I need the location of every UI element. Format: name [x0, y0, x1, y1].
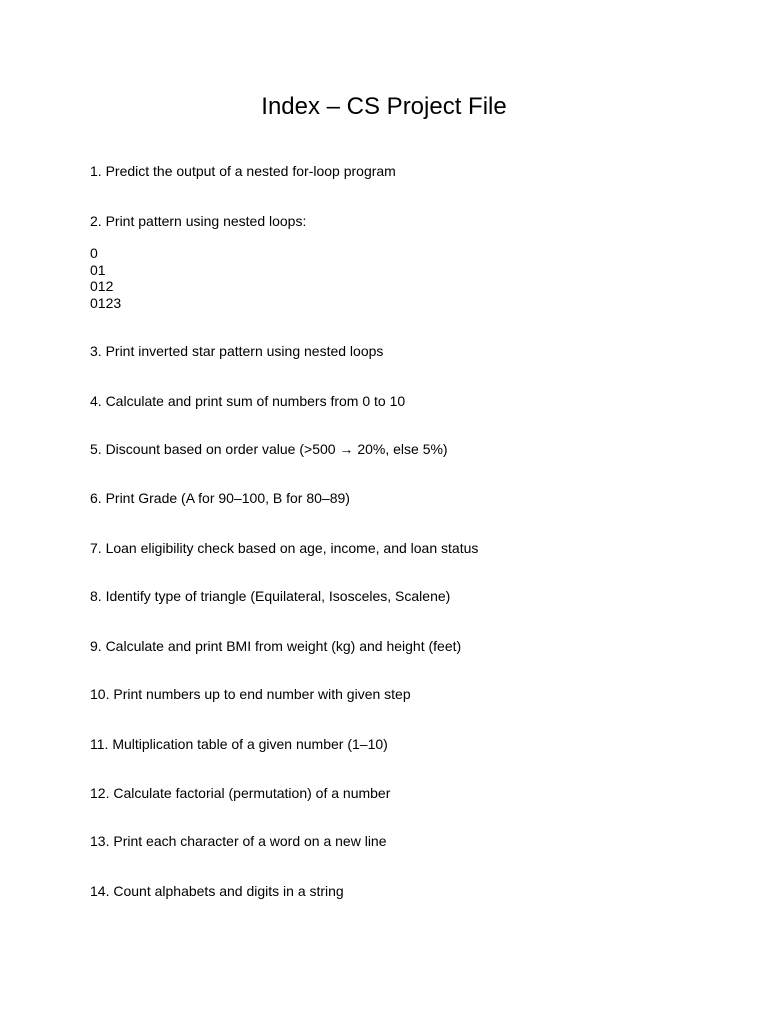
pattern-line: 01 — [90, 262, 106, 278]
list-item: 12. Calculate factorial (permutation) of a number — [90, 785, 391, 801]
list-item: 11. Multiplication table of a given number (1–10) — [90, 736, 388, 752]
list-item: 14. Count alphabets and digits in a string — [90, 883, 344, 899]
pattern-line: 0123 — [90, 295, 122, 311]
list-item: 4. Calculate and print sum of numbers from 0 to 10 — [90, 393, 406, 409]
list-item: 13. Print each character of a word on a new line — [90, 833, 387, 849]
list-item: 7. Loan eligibility check based on age, income, and loan status — [90, 540, 479, 556]
list-item: 9. Calculate and print BMI from weight (kg) and height (feet) — [90, 638, 462, 654]
list-item: 1. Predict the output of a nested for-loop program — [90, 163, 396, 179]
list-item: 10. Print numbers up to end number with given step — [90, 686, 411, 702]
list-item: 3. Print inverted star pattern using nested loops — [90, 343, 384, 359]
pattern-line: 012 — [90, 278, 114, 294]
list-item: 8. Identify type of triangle (Equilateral, Isosceles, Scalene) — [90, 588, 451, 604]
page-title: Index – CS Project File — [261, 93, 507, 120]
list-item: 5. Discount based on order value (>500 → 20%, else 5%) — [90, 441, 448, 457]
list-item: 6. Print Grade (A for 90–100, B for 80–89) — [90, 490, 350, 506]
list-item: 2. Print pattern using nested loops: — [90, 213, 307, 229]
pattern-line: 0 — [90, 245, 98, 261]
